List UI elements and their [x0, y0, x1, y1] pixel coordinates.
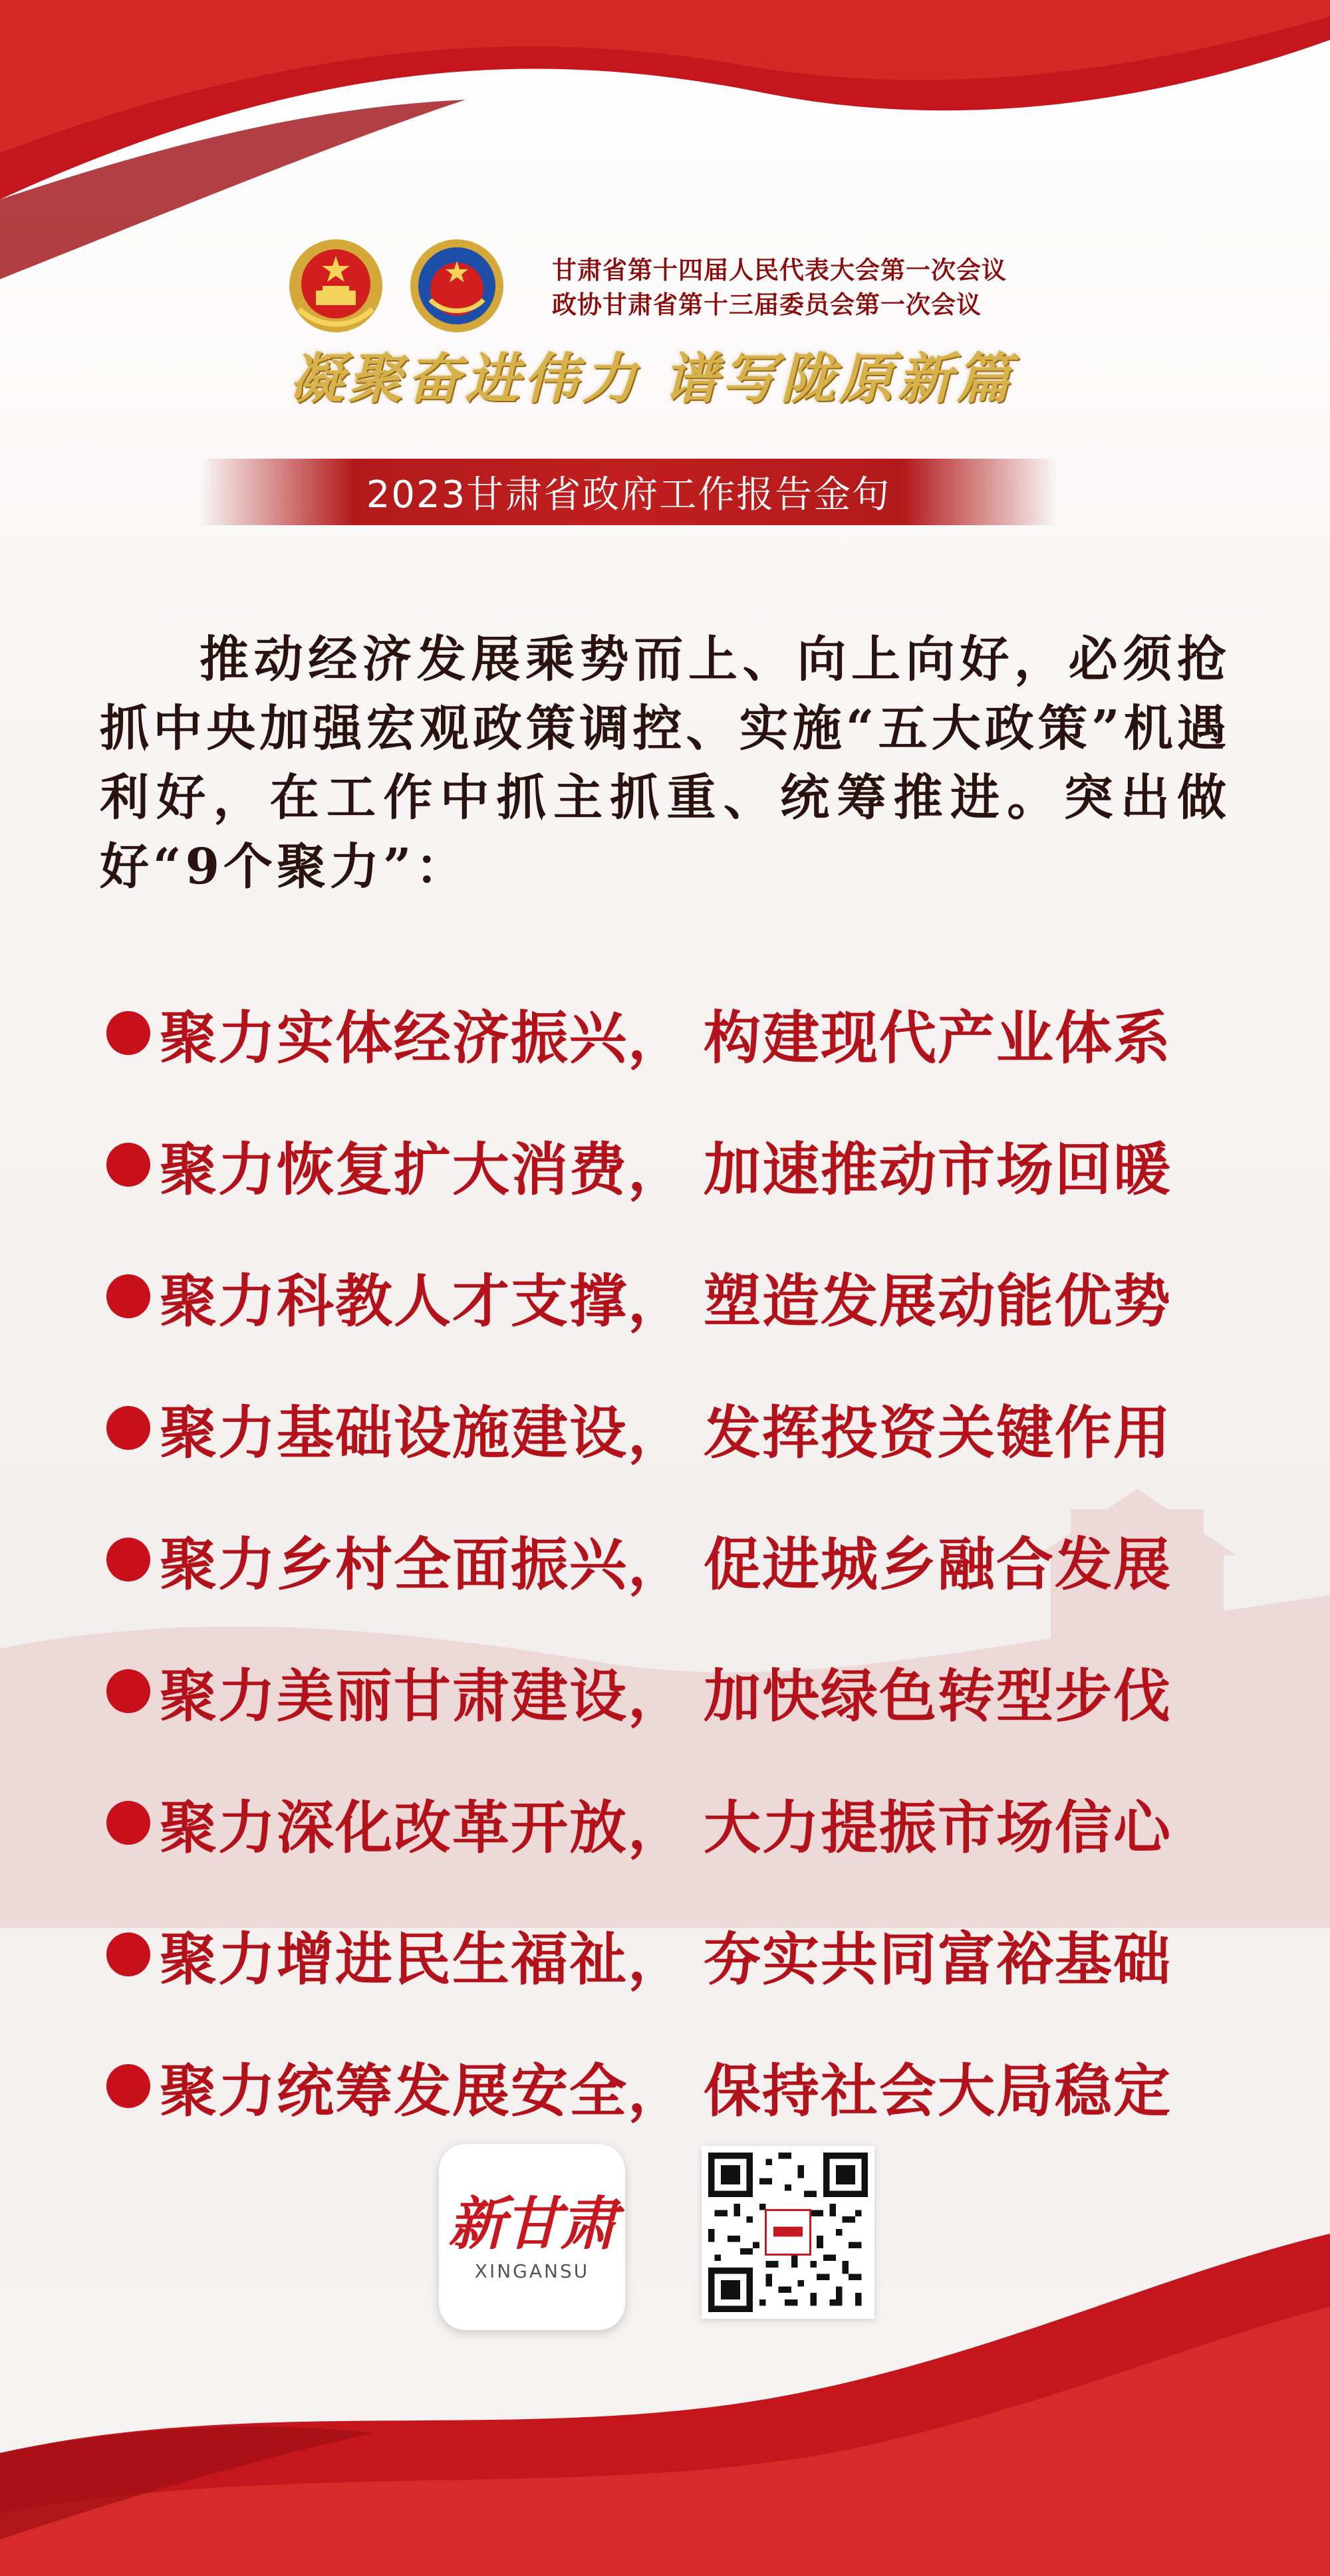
focus-item-part-a: 聚力美丽甘肃建设， [160, 1663, 686, 1730]
focus-item-part-b: 发挥投资关键作用 [704, 1399, 1172, 1466]
focus-item-part-a: 聚力科教人才支撑， [160, 1268, 686, 1335]
focus-item-part-b: 夯实共同富裕基础 [704, 1926, 1172, 1993]
banner-title: 2023甘肃省政府工作报告金句 [366, 473, 891, 517]
focus-item-part-b: 促进城乡融合发展 [704, 1531, 1172, 1598]
intro-paragraph [100, 625, 1230, 901]
app-logo-subtitle: XINGANSU [474, 2260, 590, 2282]
focus-item-part-a: 聚力深化改革开放， [160, 1794, 686, 1861]
app-logo-card[interactable] [439, 2144, 625, 2330]
focus-item-3 [106, 1230, 1250, 1362]
focus-item-1 [106, 967, 1250, 1099]
national-emblem-icon [286, 236, 386, 336]
bullet-icon [106, 1538, 150, 1581]
focus-item-part-a: 聚力增进民生福祉， [160, 1926, 686, 1993]
intro-text: 推动经济发展乘势而上、向上向好，必须抢抓中央加强宏观政策调控、实施“五大政策”机遇利好，在工作中抓主抓重、统筹推进。突出做好“9个聚力”： [100, 631, 1230, 895]
focus-item-part-b: 构建现代产业体系 [704, 1004, 1172, 1072]
slogan: 凝聚奋进伟力 谱写陇原新篇 [289, 347, 1015, 411]
cppcc-emblem-icon [407, 236, 507, 336]
focus-item-part-a: 聚力恢复扩大消费， [160, 1136, 686, 1203]
focus-item-6 [106, 1625, 1250, 1757]
bullet-icon [106, 1011, 150, 1055]
focus-item-4 [106, 1362, 1250, 1494]
focus-item-part-a: 聚力统筹发展安全， [160, 2057, 686, 2125]
qr-code-icon [708, 2153, 868, 2312]
bullet-icon [106, 1274, 150, 1318]
qr-code-card[interactable] [702, 2146, 874, 2319]
bullet-icon [106, 1932, 150, 1976]
bullet-icon [106, 2064, 150, 2108]
focus-item-part-b: 加速推动市场回暖 [704, 1136, 1172, 1203]
meeting-title-npc: 甘肃省第十四届人民代表大会第一次会议 [552, 255, 1007, 285]
bullet-icon [106, 1143, 150, 1187]
focus-item-part-a: 聚力实体经济振兴， [160, 1004, 686, 1072]
focus-item-part-b: 加快绿色转型步伐 [704, 1663, 1172, 1730]
title-banner [200, 459, 1057, 525]
focus-item-part-b: 保持社会大局稳定 [704, 2057, 1172, 2125]
bullet-icon [106, 1801, 150, 1845]
focus-list [106, 967, 1250, 2152]
bullet-icon [106, 1669, 150, 1713]
bullet-icon [106, 1406, 150, 1450]
focus-item-9 [106, 2020, 1250, 2152]
meeting-titles [552, 253, 1084, 322]
focus-item-part-a: 聚力乡村全面振兴， [160, 1531, 686, 1598]
meeting-title-cppcc: 政协甘肃省第十三届委员会第一次会议 [552, 290, 982, 319]
focus-item-part-b: 塑造发展动能优势 [704, 1268, 1172, 1335]
focus-item-part-a: 聚力基础设施建设， [160, 1399, 686, 1466]
focus-item-8 [106, 1889, 1250, 2020]
focus-item-part-b: 大力提振市场信心 [704, 1794, 1172, 1861]
focus-item-7 [106, 1757, 1250, 1889]
focus-item-5 [106, 1494, 1250, 1625]
app-logo-text: 新甘肃 [448, 2190, 616, 2258]
focus-item-2 [106, 1099, 1250, 1230]
